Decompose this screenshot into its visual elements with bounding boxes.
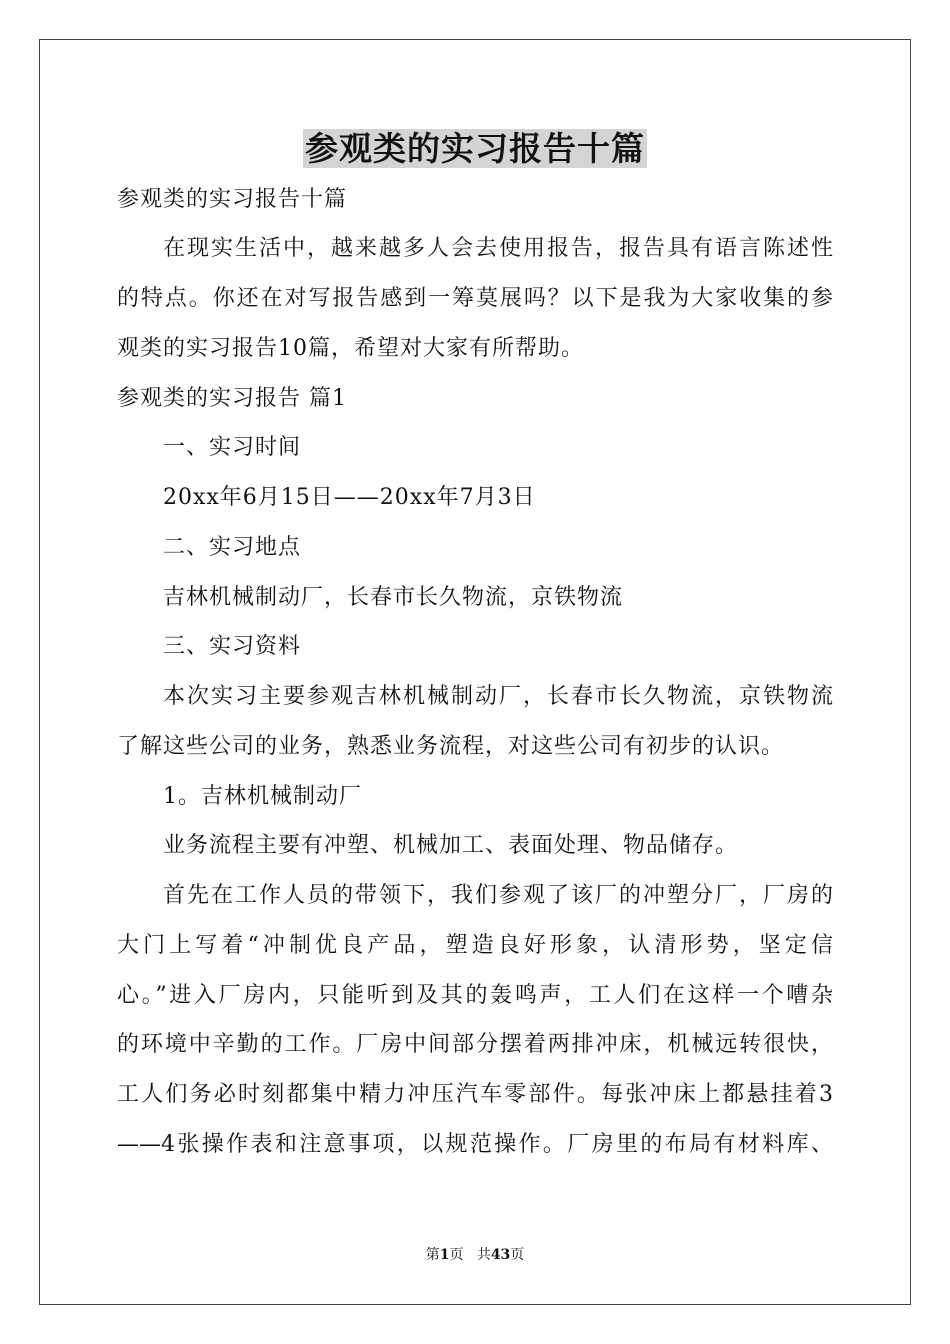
total-prefix: 共 bbox=[476, 1247, 491, 1263]
body-line-4: 的环境中辛勤的工作。厂房中间部分摆着两排冲床，机械远转很快， bbox=[117, 1032, 833, 1057]
body-line-3: 心。”进入厂房内，只能听到及其的轰鸣声，工人们在这样一个嘈杂 bbox=[117, 983, 833, 1008]
content-line-1: 本次实习主要参观吉林机械制动厂，长春市长久物流，京铁物流 bbox=[163, 684, 833, 709]
document-subtitle: 参观类的实习报告十篇 bbox=[117, 187, 348, 212]
place-value: 吉林机械制动厂，长春市长久物流，京铁物流 bbox=[163, 585, 624, 610]
body-line-6: ——4张操作表和注意事项，以规范操作。厂房里的布局有材料库、 bbox=[117, 1132, 833, 1157]
item1-flow: 业务流程主要有冲塑、机械加工、表面处理、物品储存。 bbox=[163, 833, 739, 858]
total-pages: 43 bbox=[490, 1247, 511, 1263]
total-unit: 页 bbox=[510, 1247, 525, 1263]
section-heading: 参观类的实习报告 篇1 bbox=[117, 386, 347, 411]
body-line-5: 工人们务必时刻都集中精力冲压汽车零部件。每张冲床上都悬挂着3 bbox=[117, 1082, 833, 1107]
intro-line-1: 在现实生活中，越来越多人会去使用报告，报告具有语言陈述性 bbox=[163, 236, 833, 261]
page-footer bbox=[0, 1244, 950, 1264]
page-prefix: 第 bbox=[425, 1247, 440, 1263]
place-heading: 二、实习地点 bbox=[163, 535, 302, 560]
page-border bbox=[39, 39, 911, 1305]
content-line-2: 了解这些公司的业务，熟悉业务流程，对这些公司有初步的认识。 bbox=[117, 734, 785, 759]
time-value: 20xx年6月15日——20xx年7月3日 bbox=[163, 485, 536, 510]
content-heading: 三、实习资料 bbox=[163, 634, 302, 659]
intro-line-3: 观类的实习报告10篇，希望对大家有所帮助。 bbox=[117, 336, 584, 361]
page-number: 1 bbox=[439, 1247, 450, 1263]
body-line-2: 大门上写着“冲制优良产品，塑造良好形象，认清形势，坚定信 bbox=[117, 933, 833, 958]
document-title: 参观类的实习报告十篇 bbox=[305, 129, 645, 168]
time-heading: 一、实习时间 bbox=[163, 435, 302, 460]
item1-heading: 1。吉林机械制动厂 bbox=[163, 784, 362, 809]
page-unit: 页 bbox=[449, 1247, 464, 1263]
body-line-1: 首先在工作人员的带领下，我们参观了该厂的冲塑分厂，厂房的 bbox=[163, 883, 833, 908]
intro-line-2: 的特点。你还在对写报告感到一筹莫展吗？以下是我为大家收集的参 bbox=[117, 286, 833, 311]
